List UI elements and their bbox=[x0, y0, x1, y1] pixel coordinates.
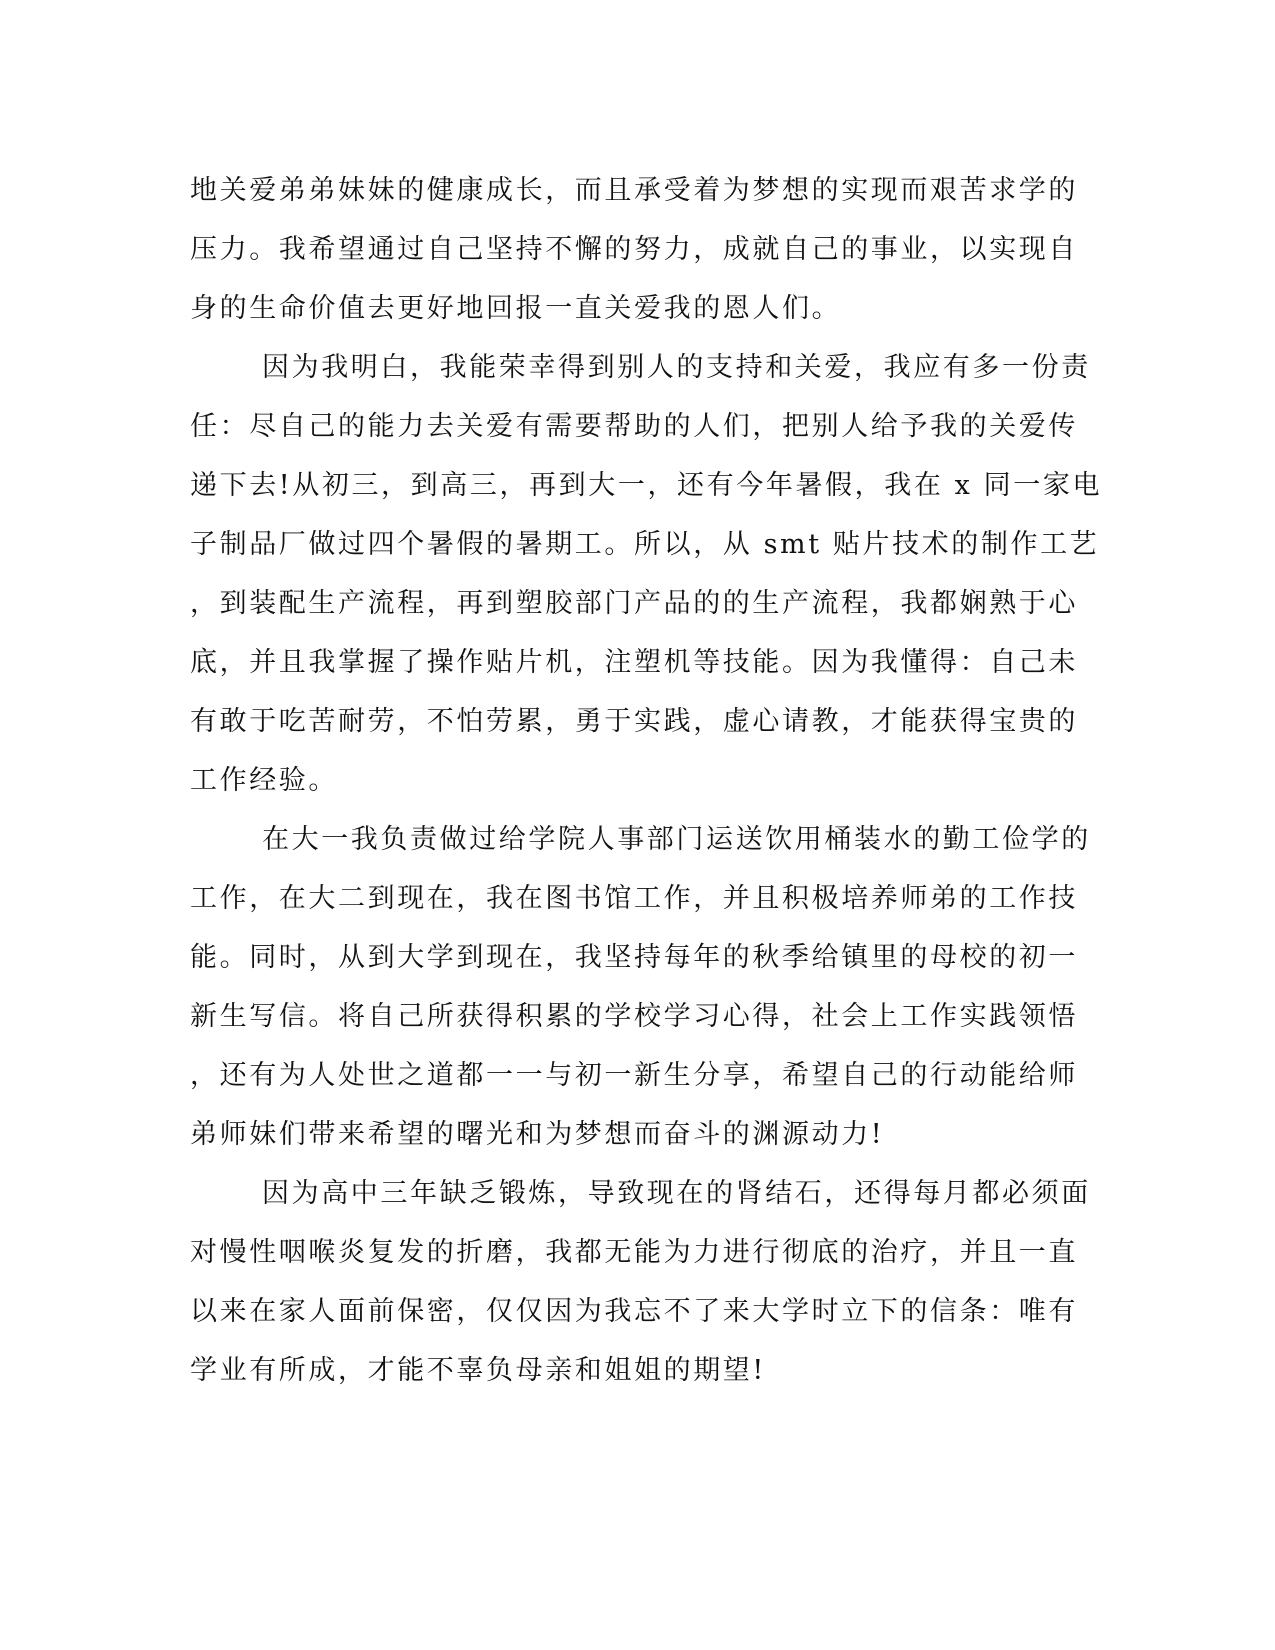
text-line: 压力。我希望通过自己坚持不懈的努力，成就自己的事业，以实现自 bbox=[190, 234, 1078, 265]
text-line: 以来在家人面前保密，仅仅因为我忘不了来大学时立下的信条：唯有 bbox=[190, 1296, 1078, 1327]
paragraph-3 bbox=[190, 810, 1090, 1164]
text-line: 工作经验。 bbox=[190, 765, 338, 796]
text-line: 能。同时，从到大学到现在，我坚持每年的秋季给镇里的母校的初一 bbox=[190, 942, 1078, 973]
text-line: 学业有所成，才能不辜负母亲和姐姐的期望! bbox=[190, 1355, 766, 1386]
text-line: 弟师妹们带来希望的曙光和为梦想而奋斗的渊源动力! bbox=[190, 1119, 885, 1150]
text-line: 任：尽自己的能力去关爱有需要帮助的人们，把别人给予我的关爱传 bbox=[190, 411, 1078, 442]
text-line: 工作，在大二到现在，我在图书馆工作，并且积极培养师弟的工作技 bbox=[190, 883, 1078, 914]
text-line: 地关爱弟弟妹妹的健康成长，而且承受着为梦想的实现而艰苦求学的 bbox=[190, 175, 1078, 206]
text-line: 子制品厂做过四个暑假的暑期工。所以，从 smt 贴片技术的制作工艺 bbox=[190, 529, 1100, 560]
text-line: 递下去!从初三，到高三，再到大一，还有今年暑假，我在 x 同一家电 bbox=[190, 470, 1103, 501]
document-body bbox=[190, 161, 1103, 1400]
text-line: 因为我明白，我能荣幸得到别人的支持和关爱，我应有多一份责 bbox=[262, 352, 1091, 383]
text-line: 因为高中三年缺乏锻炼，导致现在的肾结石，还得每月都必须面 bbox=[262, 1178, 1091, 1209]
paragraph-2 bbox=[190, 338, 1103, 810]
text-line: 在大一我负责做过给学院人事部门运送饮用桶装水的勤工俭学的 bbox=[262, 824, 1091, 855]
text-line: 身的生命价值去更好地回报一直关爱我的恩人们。 bbox=[190, 293, 842, 324]
text-line: 新生写信。将自己所获得积累的学校学习心得，社会上工作实践领悟 bbox=[190, 1001, 1078, 1032]
paragraph-1 bbox=[190, 161, 1090, 338]
text-line: 对慢性咽喉炎复发的折磨，我都无能为力进行彻底的治疗，并且一直 bbox=[190, 1237, 1078, 1268]
paragraph-4 bbox=[190, 1164, 1090, 1400]
text-line: 底，并且我掌握了操作贴片机，注塑机等技能。因为我懂得：自己未 bbox=[190, 647, 1078, 678]
text-line: 有敢于吃苦耐劳，不怕劳累，勇于实践，虚心请教，才能获得宝贵的 bbox=[190, 706, 1078, 737]
text-line: ，还有为人处世之道都一一与初一新生分享，希望自己的行动能给师 bbox=[190, 1060, 1078, 1091]
text-line: ，到装配生产流程，再到塑胶部门产品的的生产流程，我都娴熟于心 bbox=[190, 588, 1078, 619]
